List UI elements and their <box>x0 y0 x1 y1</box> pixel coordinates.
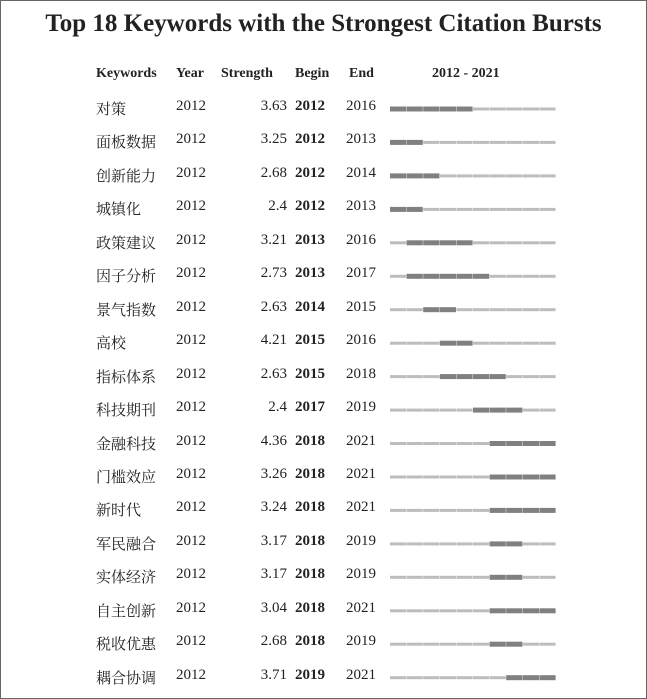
end-value: 2021 <box>346 599 376 616</box>
end-value: 2019 <box>346 633 376 650</box>
year-value: 2012 <box>176 98 206 114</box>
begin-value: 2015 <box>295 332 325 349</box>
strength-value: 3.17 <box>260 532 287 549</box>
begin-value: 2014 <box>295 298 325 315</box>
strength-value: 3.04 <box>260 599 287 616</box>
begin-value: 2019 <box>295 666 325 683</box>
strength-value: 4.36 <box>260 432 287 449</box>
strength-value: 4.21 <box>260 332 287 349</box>
year-value: 2012 <box>176 198 206 215</box>
end-value: 2019 <box>346 532 376 549</box>
keyword-label: 城镇化 <box>96 200 142 219</box>
year-value: 2012 <box>176 131 206 148</box>
strength-value: 3.21 <box>260 231 287 248</box>
end-value: 2019 <box>346 399 376 416</box>
end-value: 2016 <box>346 231 376 248</box>
year-value: 2012 <box>176 666 206 683</box>
year-value: 2012 <box>176 298 206 315</box>
end-value: 2016 <box>346 98 376 114</box>
end-value: 2016 <box>346 332 376 349</box>
keyword-label: 创新能力 <box>96 166 157 185</box>
chart-title: Top 18 Keywords with the Strongest Citation Bursts <box>45 10 602 37</box>
end-value: 2013 <box>346 198 376 215</box>
end-value: 2017 <box>346 265 376 282</box>
end-value: 2019 <box>346 566 376 583</box>
strength-value: 2.4 <box>268 198 287 215</box>
keyword-label: 军民融合 <box>96 534 157 553</box>
year-value: 2012 <box>176 465 206 482</box>
end-value: 2021 <box>346 432 376 449</box>
strength-value: 3.17 <box>260 566 287 583</box>
year-value: 2012 <box>176 566 206 583</box>
begin-value: 2012 <box>295 98 325 114</box>
end-value: 2021 <box>346 499 376 516</box>
year-value: 2012 <box>176 164 206 181</box>
begin-value: 2017 <box>295 399 325 416</box>
begin-value: 2015 <box>295 365 325 382</box>
begin-value: 2013 <box>295 231 325 248</box>
year-value: 2012 <box>176 399 206 416</box>
keyword-label: 实体经济 <box>96 568 157 587</box>
end-value: 2013 <box>346 131 376 148</box>
header-strength: Strength <box>221 66 273 81</box>
keyword-label: 政策建议 <box>96 233 157 252</box>
begin-value: 2018 <box>295 599 325 616</box>
begin-value: 2012 <box>295 198 325 215</box>
year-value: 2012 <box>176 532 206 549</box>
end-value: 2015 <box>346 298 376 315</box>
keyword-label: 对策 <box>96 100 127 118</box>
strength-value: 3.24 <box>260 499 287 516</box>
end-value: 2021 <box>346 666 376 683</box>
keyword-label: 耦合协调 <box>96 668 157 687</box>
keyword-label: 自主创新 <box>96 601 157 620</box>
header-keywords: Keywords <box>96 66 157 81</box>
keyword-label: 因子分析 <box>96 267 157 286</box>
strength-value: 3.26 <box>260 465 287 482</box>
year-value: 2012 <box>176 231 206 248</box>
strength-value: 2.68 <box>260 633 287 650</box>
year-value: 2012 <box>176 599 206 616</box>
begin-value: 2012 <box>295 131 325 148</box>
year-value: 2012 <box>176 499 206 516</box>
year-value: 2012 <box>176 432 206 449</box>
strength-value: 2.4 <box>268 399 287 416</box>
strength-value: 2.68 <box>260 164 287 181</box>
keyword-label: 金融科技 <box>96 434 157 453</box>
strength-value: 3.63 <box>260 98 287 114</box>
begin-value: 2018 <box>295 633 325 650</box>
end-value: 2021 <box>346 465 376 482</box>
year-value: 2012 <box>176 332 206 349</box>
keyword-label: 门槛效应 <box>96 467 157 486</box>
header-end: End <box>349 66 374 81</box>
header-year: Year <box>176 66 204 81</box>
begin-value: 2012 <box>295 164 325 181</box>
year-value: 2012 <box>176 365 206 382</box>
begin-value: 2018 <box>295 465 325 482</box>
begin-value: 2018 <box>295 432 325 449</box>
end-value: 2018 <box>346 365 376 382</box>
keyword-label: 指标体系 <box>96 367 157 386</box>
keyword-label: 税收优惠 <box>96 635 157 654</box>
header-range: 2012 - 2021 <box>432 66 500 81</box>
year-value: 2012 <box>176 265 206 282</box>
strength-value: 3.71 <box>260 666 287 683</box>
begin-value: 2018 <box>295 532 325 549</box>
keyword-label: 新时代 <box>96 501 142 520</box>
strength-value: 3.25 <box>260 131 287 148</box>
strength-value: 2.73 <box>260 265 287 282</box>
keyword-label: 景气指数 <box>96 300 157 319</box>
keyword-label: 高校 <box>96 334 127 353</box>
end-value: 2014 <box>346 164 376 181</box>
year-value: 2012 <box>176 633 206 650</box>
header-begin: Begin <box>295 66 330 81</box>
begin-value: 2013 <box>295 265 325 282</box>
keyword-label: 面板数据 <box>96 133 157 152</box>
keyword-label: 科技期刊 <box>96 401 157 420</box>
begin-value: 2018 <box>295 499 325 516</box>
strength-value: 2.63 <box>260 298 287 315</box>
strength-value: 2.63 <box>260 365 287 382</box>
begin-value: 2018 <box>295 566 325 583</box>
